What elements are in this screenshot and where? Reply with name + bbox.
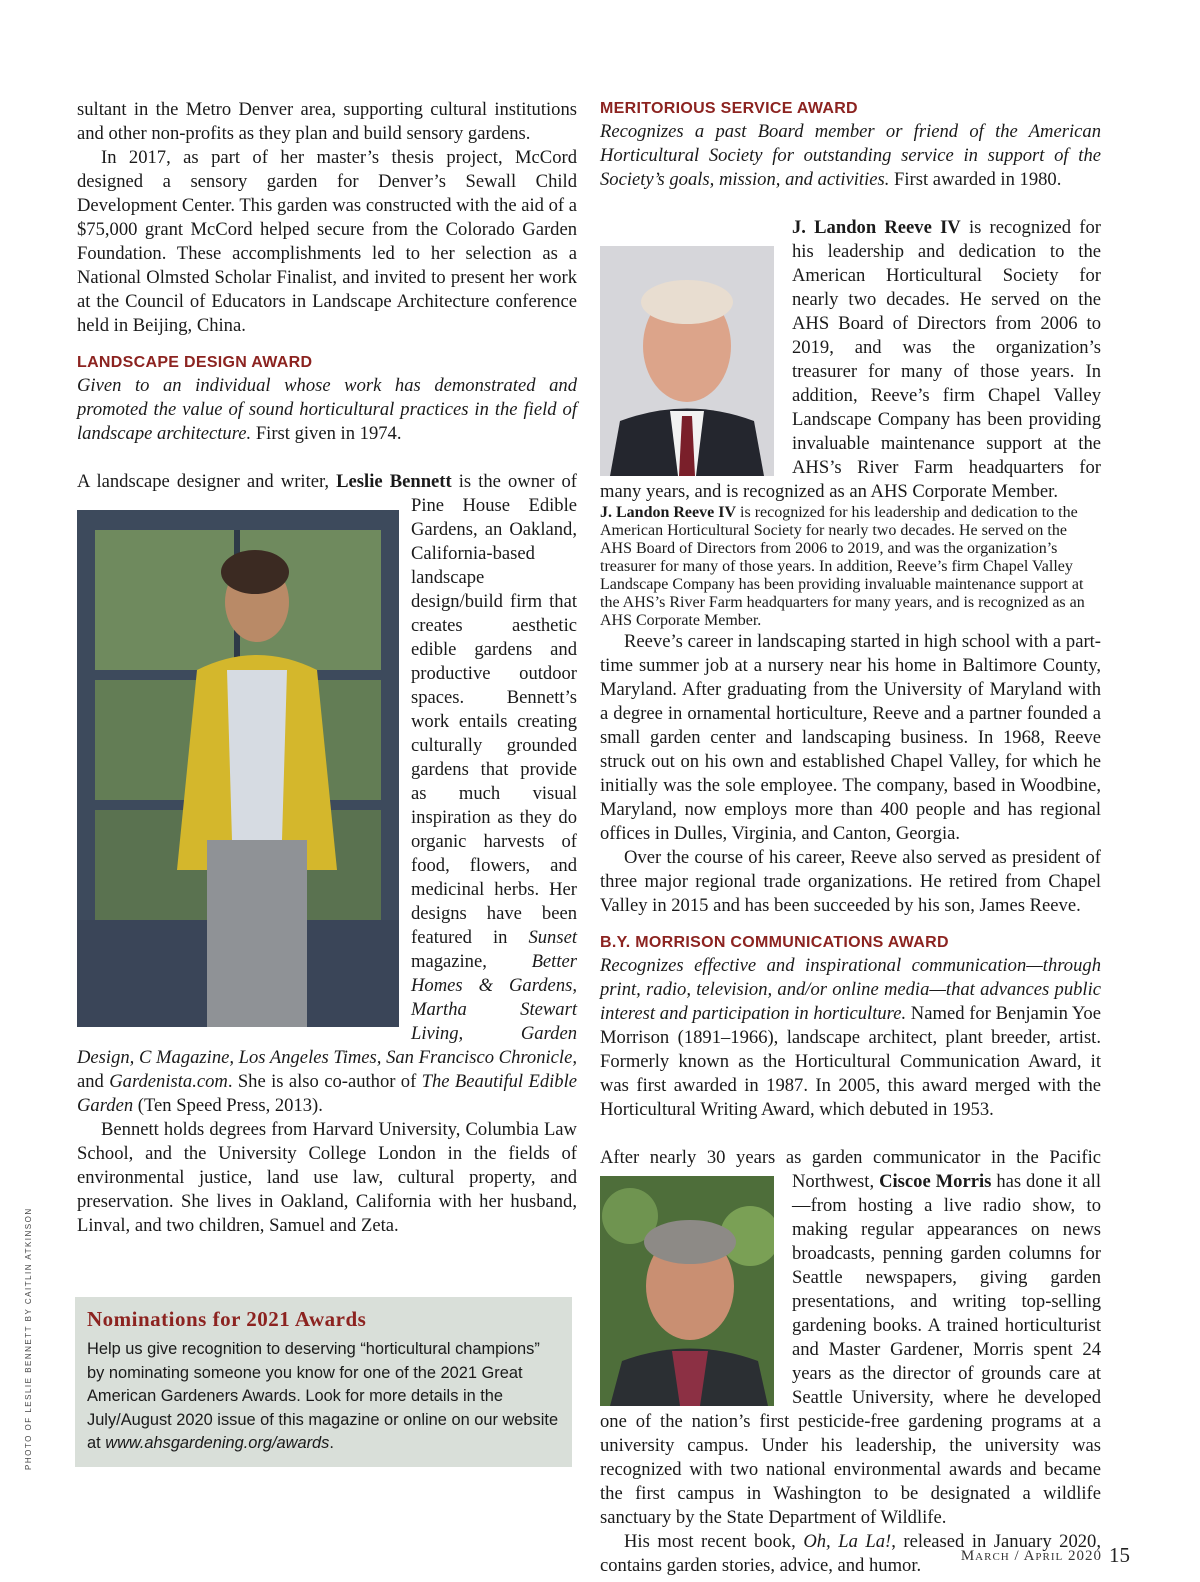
publication: Gardenista.com — [109, 1071, 228, 1092]
paragraph: In 2017, as part of her master’s thesis project, McCord designed a sensory garden for Denver’s Sewall Child Development Center. This garden was constructed with the aid of a $75,000 grant McCord helped secure from the Colorado Garden Foundation. These accomplishments led to her selection as a National Olmsted Scholar Finalist, and invited to present her work at the Council of Educators in Landscape Architecture conference held in Beijing, China. — [77, 147, 577, 336]
paragraph: His most recent book, Oh, La La!, released in January 2020, contains garden stories, advice, and humor. — [600, 1531, 1101, 1576]
bennett-profile: A landscape designer and writer, Leslie Bennett is the owner of Pine House Edible Gardens, an Oakland, California-based landscape design/build firm that creates aesthetic edible gardens and productive outdoor spaces. Bennett’s work entails creating culturally grounded gardens that provide as much visual inspiration as they do organic harvests of food, flowers, and medicinal herbs. Her designs have been featured in Sunset magazine, Better Homes & Gardens, Martha Stewart Living, Garden Design, C Magazine, Los Angeles Times, San Francisco Chronicle, and Gardenista.com. She is also co-author of The Beautiful Edible Garden (Ten Speed Press, 2013). — [77, 471, 578, 1116]
award-heading-meritorious-service: MERITORIOUS SERVICE AWARD — [600, 100, 858, 117]
award-heading-landscape-design: LANDSCAPE DESIGN AWARD — [77, 354, 313, 371]
paragraph: Bennett holds degrees from Harvard University, Columbia Law School, and the University College London in the fields of environmental justice, land use law, cultural property, and preservation. She lives in Oakland, California with her husband, Linval, and two children, Samuel and Zeta. — [77, 1119, 577, 1236]
publication: Better Homes & Gardens, Martha Stewart Living, Garden Design, C Magazine, Los Angeles Times, San Francisco Chronicle, — [77, 951, 577, 1068]
nominations-callout — [75, 1297, 572, 1467]
paragraph: sultant in the Metro Denver area, supporting cultural institutions and other non-profits as they plan and build sensory gardens. — [77, 99, 577, 144]
reeve-profile: J. Landon Reeve IV is recognized for his leadership and dedication to the American Horticultural Society for nearly two decades. He served on the AHS Board of Directors from 2006 to 2019, and was the organization’s treasurer for many of those years. In addition, Reeve’s firm Chapel Valley Landscape Company has been providing invaluable maintenance support at the AHS’s River Farm headquarters for many years, and is recognized as an AHS Corporate Member. — [600, 217, 1101, 502]
callout-text: Help us give recognition to deserving “horticultural champions” by nominating someone you know for one of the 2021 Great American Gardeners Awards. Look for more details in the July/August 2020 issue of this magazine or online on our website at www.ahsgardening.org/awards. — [87, 1340, 559, 1452]
award-description: Recognizes effective and inspirational communication—through print, radio, television, and/or online media—that advances public interest and participation in horticulture. Named for Benjamin Yoe Morrison (1891–1966), landscape architect, plant breeder, artist. Formerly known as the Horticultural Communication Award, it was first awarded in 1987. In 2005, this award merged with the Horticultural Writing Award, which debuted in 1953. — [600, 955, 1101, 1120]
ciscoe-morris-photo — [600, 1176, 774, 1406]
morris-profile: After nearly 30 years as garden communicator in the Pacific Northwest, Ciscoe Morris has done it all—from hosting a live radio show, to making regular appearances on news broadcasts, penning garden columns for Seattle newspapers, giving garden presentations, and writing top-selling gardening books. A trained horticulturist and Master Gardener, Morris spent 24 years as the director of grounds care at Seattle University, where he developed one of the nation’s first pesticide-free gardening programs at a university campus. Under his leadership, the university was recognized with two national environmental awards and became the first campus in Washington to be designated a wildlife sanctuary by the State Department of Wildlife. — [600, 1147, 1101, 1528]
honoree-name: J. Landon Reeve IV — [792, 217, 961, 238]
publication: Sunset — [528, 927, 577, 948]
honoree-name: Ciscoe Morris — [879, 1171, 992, 1192]
folio-date: March / April 2020 — [960, 1548, 1102, 1564]
publication: The Beautiful Edible Garden — [77, 1071, 578, 1116]
photo-credit: PHOTO OF LESLIE BENNETT BY CAITLIN ATKINSON — [24, 1207, 33, 1470]
paragraph: Over the course of his career, Reeve also served as president of three major regional trade organizations. He retired from Chapel Valley in 2015 and has been succeeded by his son, James Reeve. — [600, 847, 1101, 916]
landon-reeve-photo — [600, 246, 774, 476]
award-description: Recognizes a past Board member or friend of the American Horticultural Society for outstanding service in support of the Society’s goals, mission, and activities. First awarded in 1980. — [600, 121, 1101, 190]
paragraph: Reeve’s career in landscaping started in high school with a part-time summer job at a nursery near his home in Baltimore County, Maryland. After graduating from the University of Maryland with a degree in ornamental horticulture, Reeve and a partner founded a small garden center and landscaping business. In 1968, Reeve struck out on his own and established Chapel Valley, for which he initially was the sole employee. The company, based in Woodbine, Maryland, now employs more than 400 people and has regional offices in Dulles, Virginia, and Canton, Georgia. — [600, 631, 1101, 844]
leslie-bennett-photo — [77, 510, 399, 1027]
honoree-name: Leslie Bennett — [336, 471, 452, 492]
awards-link[interactable]: www.ahsgardening.org/awards — [105, 1434, 330, 1452]
award-heading-morrison-communications: B.Y. MORRISON COMMUNICATIONS AWARD — [600, 934, 949, 951]
award-description: Given to an individual whose work has demonstrated and promoted the value of sound horticultural practices in the field of landscape architecture. First given in 1974. — [77, 375, 577, 444]
honoree-name: J. Landon Reeve IV — [600, 504, 737, 521]
page-number: 15 — [1109, 1543, 1130, 1567]
right-column: MERITORIOUS SERVICE AWARD Recognizes a past Board member or friend of the American Horticultural Society for outstanding service in support of the Society’s goals, mission, and activities. First awarded in 1980. J. Landon Reeve IV is recognized for his leadership and dedication to the American Horticultural Society for nearly two decades. He served on the AHS Board of Directors from 2006 to 2019, and was the organization’s treasurer for many of those years. In addition, Reeve’s firm Chapel Valley Landscape Company has been providing invaluable maintenance support at the AHS’s River Farm headquarters for many years, and is recognized as an AHS Corporate Member. J. Landon Reeve IV is recognized for his leadership and dedication to the American Horticultural Society for nearly two decades. He served on the AHS Board of Directors from 2006 to 2019, and was the organization’s treasurer for many of those years. In addition, Reeve’s firm Chapel Valley Landscape Company has been providing invaluable maintenance support at the AHS’s River Farm headquarters for many years, and is recognized as an AHS Corporate Member. Reeve’s career in landscaping started in high school with a part-time summer job at a nursery near his home in Baltimore County, Maryland. After graduating from the University of Maryland with a degree in ornamental horticulture, Reeve and a partner founded a small garden center and landscaping business. In 1968, Reeve struck out on his own and established Chapel Valley, for which he initially was the sole employee. The company, based in Woodbine, Maryland, now employs more than 400 people and has regional offices in Dulles, Virginia, and Canton, Georgia. Over the course of his career, Reeve also served as president of three major regional trade organizations. He retired from Chapel Valley in 2015 and has been succeeded by his son, James Reeve. B.Y. MORRISON COMMUNICATIONS AWARD Recognizes effective and inspirational communication—through print, radio, television, and/or online media—that advances public interest and participation in horticulture. Named for Benjamin Yoe Morrison (1891–1966), landscape architect, plant breeder, artist. Formerly known as the Horticultural Communication Award, it was first awarded in 1987. In 2005, this award merged with the Horticultural Writing Award, which debuted in 1953. After nearly 30 years as garden communicator in the Pacific Northwest, Ciscoe Morris has done it all—from hosting a live radio show, to making regular appearances on news broadcasts, penning garden columns for Seattle newspapers, giving garden presentations, and writing top-selling gardening books. A trained horticulturist and Master Gardener, Morris spent 24 years as the director of grounds care at Seattle University, where he developed one of the nation’s first pesticide-free gardening programs at a university campus. Under his leadership, the university was recognized with two national environmental awards and became the first campus in Washington to be designated a wildlife sanctuary by the State Department of Wildlife. His most recent book, Oh, La La!, released in January 2020, contains garden stories, advice, and humor. — [600, 100, 1101, 1576]
left-column — [77, 98, 577, 1238]
callout-title: Nominations for 2021 Awards — [87, 1307, 367, 1331]
